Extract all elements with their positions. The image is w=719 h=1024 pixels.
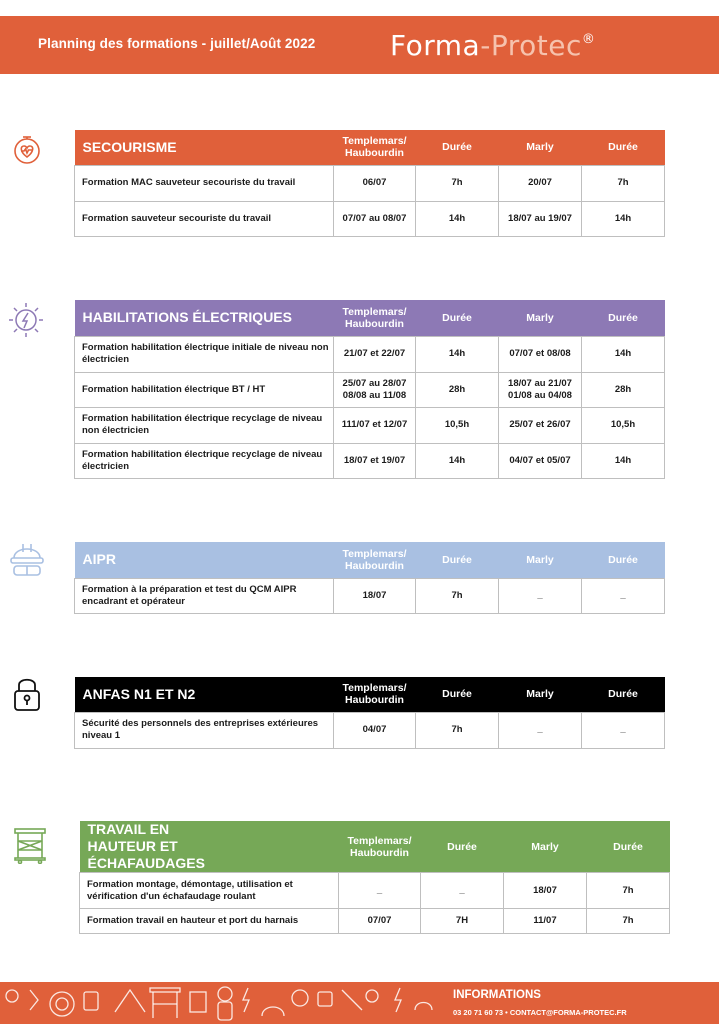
training-name: Formation habilitation électrique initiale de niveau non électricien: [75, 336, 334, 372]
column-header-marly: Marly: [526, 141, 554, 154]
duration-marly: 7h: [582, 165, 665, 201]
duration-marly: 14h: [582, 443, 665, 478]
date-templemars: 06/07: [334, 165, 416, 201]
table-row: [75, 443, 665, 478]
column-header-duree: Durée: [442, 553, 472, 566]
section-travail-hauteur-table: [79, 821, 670, 934]
column-header-duree: Durée: [613, 840, 643, 853]
page-header: [0, 16, 719, 74]
section-secourisme-table: [74, 130, 665, 237]
date-templemars: 07/07: [339, 909, 421, 934]
phone-number: 03 20 71 60 73: [453, 1008, 504, 1017]
training-name: Formation habilitation électrique recyclage de niveau électricien: [75, 443, 334, 478]
column-header-templemars: Templemars/ Haubourdin: [342, 305, 407, 330]
table-row: [75, 201, 665, 236]
table-row: [75, 578, 665, 613]
date-templemars: _: [339, 873, 421, 909]
training-name: Formation habilitation électrique recyclage de niveau non électricien: [75, 407, 334, 443]
training-name: Formation sauveteur secouriste du travail: [75, 201, 334, 236]
duration-templemars: 14h: [416, 336, 499, 372]
column-header-templemars: Templemars/ Haubourdin: [342, 135, 407, 160]
date-marly: 18/07: [504, 873, 587, 909]
column-header-duree: Durée: [447, 840, 477, 853]
date-templemars: 04/07: [334, 712, 416, 748]
column-header-marly: Marly: [531, 840, 559, 853]
training-name: Formation habilitation électrique BT / HT: [75, 372, 334, 407]
duration-marly: 7h: [587, 909, 670, 934]
training-name: Formation MAC sauveteur secouriste du travail: [75, 165, 334, 201]
duration-templemars: _: [421, 873, 504, 909]
column-header-duree: Durée: [608, 311, 638, 324]
training-name: Formation à la préparation et test du QCM AIPR encadrant et opérateur: [75, 578, 334, 613]
table-row: [75, 336, 665, 372]
column-header-marly: Marly: [526, 688, 554, 701]
column-header-templemars: Templemars/ Haubourdin: [342, 547, 407, 572]
footer-decoration: [0, 982, 440, 1024]
section-aipr-table: [74, 542, 665, 614]
lightning-icon: [6, 300, 46, 340]
section-habilitations-table: [74, 300, 665, 479]
first-aid-heart-icon: [10, 132, 44, 166]
column-header-duree: Durée: [442, 688, 472, 701]
duration-marly: 14h: [582, 336, 665, 372]
contact-line: [453, 1008, 627, 1017]
duration-templemars: 7h: [416, 712, 499, 748]
column-header-duree: Durée: [442, 311, 472, 324]
hard-hat-goggles-icon: [8, 538, 46, 578]
duration-templemars: 14h: [416, 201, 499, 236]
date-marly: 07/07 et 08/08: [499, 336, 582, 372]
date-marly: 25/07 et 26/07: [499, 407, 582, 443]
duration-templemars: 7h: [416, 165, 499, 201]
separator-dot: •: [505, 1008, 508, 1017]
date-templemars: 111/07 et 12/07: [334, 407, 416, 443]
training-name: Formation travail en hauteur et port du harnais: [80, 909, 339, 934]
column-header-duree: Durée: [608, 688, 638, 701]
page-footer: [0, 982, 719, 1024]
info-title: INFORMATIONS: [453, 989, 541, 1001]
column-header-duree: Durée: [442, 141, 472, 154]
table-row: [75, 712, 665, 748]
table-row: [75, 165, 665, 201]
column-header-marly: Marly: [526, 311, 554, 324]
duration-marly: _: [582, 712, 665, 748]
duration-marly: 10,5h: [582, 407, 665, 443]
contact-email: CONTACT@FORMA-PROTEC.FR: [509, 1008, 627, 1017]
training-name: Formation montage, démontage, utilisation et vérification d'un échafaudage roulant: [80, 873, 339, 909]
date-marly: _: [499, 712, 582, 748]
duration-templemars: 10,5h: [416, 407, 499, 443]
duration-templemars: 7h: [416, 578, 499, 613]
column-header-duree: Durée: [608, 553, 638, 566]
section-title: ANFAS N1 ET N2: [82, 685, 196, 702]
section-title: AIPR: [82, 551, 116, 568]
date-templemars: 25/07 au 28/07 08/08 au 11/08: [334, 372, 416, 407]
date-templemars: 18/07 et 19/07: [334, 443, 416, 478]
column-header-marly: Marly: [526, 553, 554, 566]
padlock-icon: [12, 674, 42, 714]
section-title: SECOURISME: [82, 138, 177, 155]
table-row: [80, 873, 670, 909]
date-marly: 04/07 et 05/07: [499, 443, 582, 478]
duration-marly: 14h: [582, 201, 665, 236]
page-title: Planning des formations - juillet/Août 2022: [38, 36, 316, 51]
column-header-templemars: Templemars/ Haubourdin: [347, 834, 412, 859]
date-marly: _: [499, 578, 582, 613]
duration-marly: _: [582, 578, 665, 613]
duration-templemars: 14h: [416, 443, 499, 478]
scaffolding-icon: [12, 826, 48, 864]
column-header-duree: Durée: [608, 141, 638, 154]
date-marly: 20/07: [499, 165, 582, 201]
section-title: HABILITATIONS ÉLECTRIQUES: [82, 309, 292, 326]
date-templemars: 18/07: [334, 578, 416, 613]
column-header-templemars: Templemars/ Haubourdin: [342, 682, 407, 707]
brand-logo: Forma-Protec®: [390, 29, 596, 62]
duration-marly: 28h: [582, 372, 665, 407]
training-name: Sécurité des personnels des entreprises extérieures niveau 1: [75, 712, 334, 748]
date-templemars: 07/07 au 08/07: [334, 201, 416, 236]
duration-templemars: 28h: [416, 372, 499, 407]
date-marly: 11/07: [504, 909, 587, 934]
date-templemars: 21/07 et 22/07: [334, 336, 416, 372]
table-row: [80, 909, 670, 934]
date-marly: 18/07 au 21/07 01/08 au 04/08: [499, 372, 582, 407]
duration-templemars: 7H: [421, 909, 504, 934]
table-row: [75, 407, 665, 443]
section-title: TRAVAIL EN HAUTEUR ET ÉCHAFAUDAGES: [87, 821, 205, 871]
section-anfas-table: [74, 677, 665, 749]
table-row: [75, 372, 665, 407]
duration-marly: 7h: [587, 873, 670, 909]
date-marly: 18/07 au 19/07: [499, 201, 582, 236]
